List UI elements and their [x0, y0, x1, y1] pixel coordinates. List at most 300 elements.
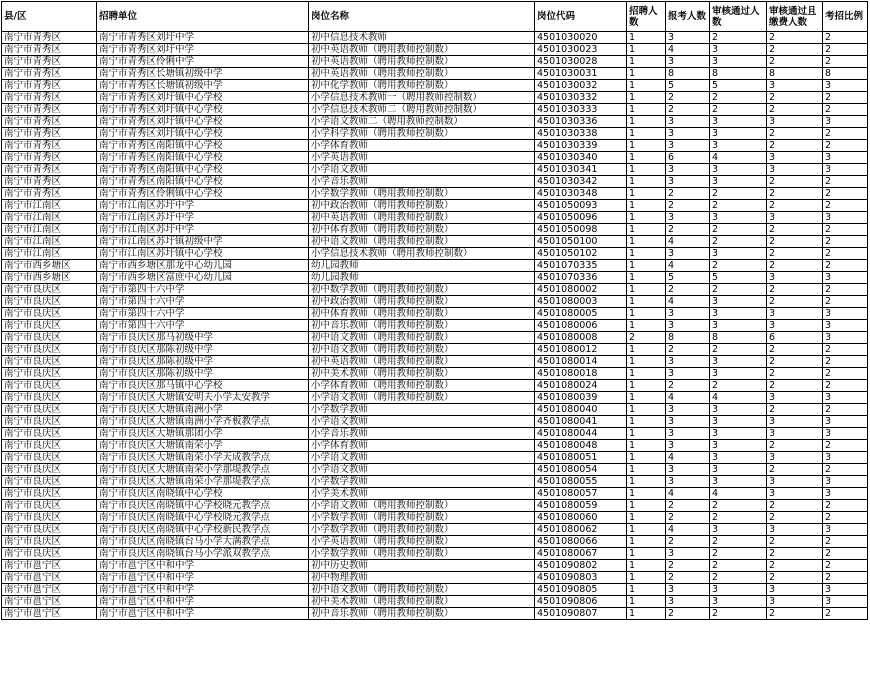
cell-ratio: 2	[823, 32, 868, 44]
cell-employer: 南宁市西乡塘区那龙中心幼儿园	[97, 260, 309, 272]
cell-applicant-count: 3	[666, 356, 710, 368]
header-approved-paid-count: 审核通过且缴费人数	[767, 2, 823, 32]
cell-approved-paid-count: 2	[767, 56, 823, 68]
cell-approved-paid-count: 2	[767, 284, 823, 296]
cell-ratio: 2	[823, 356, 868, 368]
cell-ratio: 2	[823, 200, 868, 212]
cell-position-name: 小学信息技术教师二（聘用教师控制数）	[309, 104, 535, 116]
table-row	[2, 332, 868, 344]
cell-approved-paid-count: 2	[767, 176, 823, 188]
cell-approved-count: 3	[710, 404, 767, 416]
cell-approved-count: 2	[710, 32, 767, 44]
table-row	[2, 236, 868, 248]
cell-approved-paid-count: 2	[767, 464, 823, 476]
cell-position-code: 4501070336	[535, 272, 627, 284]
cell-ratio: 2	[823, 296, 868, 308]
cell-position-name: 小学语文教师二（聘用教师控制数）	[309, 116, 535, 128]
cell-position-code: 4501080057	[535, 488, 627, 500]
cell-position-name: 初中英语教师（聘用教师控制数）	[309, 212, 535, 224]
cell-hiring-count: 1	[627, 140, 666, 152]
cell-approved-paid-count: 6	[767, 332, 823, 344]
cell-position-name: 初中语文教师（聘用教师控制数）	[309, 584, 535, 596]
cell-ratio: 2	[823, 44, 868, 56]
table-row	[2, 512, 868, 524]
table-row	[2, 440, 868, 452]
cell-county: 南宁市良庆区	[2, 428, 97, 440]
table-row	[2, 536, 868, 548]
cell-ratio: 3	[823, 272, 868, 284]
cell-hiring-count: 1	[627, 596, 666, 608]
cell-position-name: 初中政治教师（聘用教师控制数）	[309, 296, 535, 308]
cell-approved-paid-count: 2	[767, 344, 823, 356]
cell-position-name: 初中体育教师（聘用教师控制数）	[309, 224, 535, 236]
cell-approved-count: 3	[710, 44, 767, 56]
cell-approved-count: 3	[710, 248, 767, 260]
cell-county: 南宁市江南区	[2, 248, 97, 260]
cell-applicant-count: 3	[666, 548, 710, 560]
cell-hiring-count: 1	[627, 476, 666, 488]
cell-applicant-count: 2	[666, 344, 710, 356]
cell-position-name: 初中政治教师（聘用教师控制数）	[309, 200, 535, 212]
table-row	[2, 224, 868, 236]
cell-ratio: 8	[823, 68, 868, 80]
cell-position-name: 小学语文教师	[309, 416, 535, 428]
cell-position-code: 4501030333	[535, 104, 627, 116]
cell-ratio: 3	[823, 488, 868, 500]
cell-hiring-count: 1	[627, 524, 666, 536]
cell-position-name: 小学数学教师（聘用教师控制数）	[309, 548, 535, 560]
header-ratio: 考招比例	[823, 2, 868, 32]
cell-ratio: 3	[823, 452, 868, 464]
cell-hiring-count: 1	[627, 176, 666, 188]
recruitment-table	[1, 1, 868, 620]
cell-position-code: 4501080048	[535, 440, 627, 452]
cell-hiring-count: 1	[627, 236, 666, 248]
cell-hiring-count: 1	[627, 200, 666, 212]
cell-applicant-count: 2	[666, 284, 710, 296]
cell-employer: 南宁市良庆区那马初级中学	[97, 332, 309, 344]
header-employer: 招聘单位	[97, 2, 309, 32]
cell-hiring-count: 1	[627, 44, 666, 56]
cell-approved-count: 3	[710, 476, 767, 488]
cell-county: 南宁市良庆区	[2, 452, 97, 464]
cell-position-name: 小学语文教师	[309, 452, 535, 464]
cell-employer: 南宁市第四十六中学	[97, 296, 309, 308]
cell-hiring-count: 1	[627, 212, 666, 224]
header-position-name: 岗位名称	[309, 2, 535, 32]
cell-position-name: 初中音乐教师（聘用教师控制数）	[309, 320, 535, 332]
cell-ratio: 2	[823, 260, 868, 272]
table-row	[2, 188, 868, 200]
cell-county: 南宁市良庆区	[2, 536, 97, 548]
cell-employer: 南宁市青秀区刘圩中学	[97, 44, 309, 56]
cell-position-code: 4501080008	[535, 332, 627, 344]
cell-applicant-count: 2	[666, 536, 710, 548]
cell-position-code: 4501080039	[535, 392, 627, 404]
header-position-code: 岗位代码	[535, 2, 627, 32]
cell-position-code: 4501030332	[535, 92, 627, 104]
cell-applicant-count: 4	[666, 296, 710, 308]
cell-ratio: 2	[823, 608, 868, 620]
cell-employer: 南宁市青秀区南阳镇中心学校	[97, 140, 309, 152]
cell-approved-count: 3	[710, 116, 767, 128]
cell-approved-count: 2	[710, 500, 767, 512]
cell-applicant-count: 2	[666, 572, 710, 584]
cell-approved-paid-count: 2	[767, 44, 823, 56]
cell-county: 南宁市江南区	[2, 236, 97, 248]
cell-applicant-count: 3	[666, 308, 710, 320]
cell-employer: 南宁市江南区苏圩中学	[97, 224, 309, 236]
cell-position-code: 4501090806	[535, 596, 627, 608]
cell-hiring-count: 1	[627, 164, 666, 176]
cell-applicant-count: 2	[666, 608, 710, 620]
cell-position-code: 4501090805	[535, 584, 627, 596]
cell-position-name: 小学体育教师（聘用教师控制数）	[309, 380, 535, 392]
cell-hiring-count: 1	[627, 260, 666, 272]
cell-hiring-count: 1	[627, 368, 666, 380]
cell-applicant-count: 3	[666, 248, 710, 260]
cell-employer: 南宁市江南区苏圩中学	[97, 212, 309, 224]
cell-position-name: 小学语文教师	[309, 464, 535, 476]
cell-applicant-count: 3	[666, 416, 710, 428]
cell-county: 南宁市邕宁区	[2, 596, 97, 608]
cell-approved-paid-count: 3	[767, 476, 823, 488]
cell-position-code: 4501080002	[535, 284, 627, 296]
cell-ratio: 3	[823, 164, 868, 176]
cell-approved-paid-count: 2	[767, 356, 823, 368]
cell-ratio: 2	[823, 548, 868, 560]
cell-employer: 南宁市邕宁区中和中学	[97, 560, 309, 572]
cell-county: 南宁市良庆区	[2, 440, 97, 452]
cell-ratio: 2	[823, 404, 868, 416]
cell-approved-paid-count: 2	[767, 260, 823, 272]
cell-approved-count: 2	[710, 104, 767, 116]
cell-employer: 南宁市良庆区南晓镇中心学校新民教学点	[97, 524, 309, 536]
cell-approved-count: 3	[710, 440, 767, 452]
cell-employer: 南宁市第四十六中学	[97, 308, 309, 320]
cell-ratio: 3	[823, 80, 868, 92]
cell-employer: 南宁市良庆区大塘镇南荣小学那堤教学点	[97, 464, 309, 476]
cell-county: 南宁市邕宁区	[2, 572, 97, 584]
cell-approved-count: 4	[710, 152, 767, 164]
cell-hiring-count: 1	[627, 32, 666, 44]
cell-county: 南宁市青秀区	[2, 68, 97, 80]
cell-position-name: 小学语文教师（聘用教师控制数）	[309, 500, 535, 512]
cell-county: 南宁市青秀区	[2, 164, 97, 176]
cell-approved-paid-count: 3	[767, 392, 823, 404]
cell-county: 南宁市良庆区	[2, 380, 97, 392]
cell-employer: 南宁市青秀区刘圩镇中心学校	[97, 104, 309, 116]
cell-applicant-count: 3	[666, 128, 710, 140]
cell-hiring-count: 1	[627, 536, 666, 548]
cell-county: 南宁市良庆区	[2, 488, 97, 500]
cell-approved-count: 3	[710, 212, 767, 224]
cell-applicant-count: 2	[666, 512, 710, 524]
cell-approved-count: 2	[710, 284, 767, 296]
cell-ratio: 3	[823, 524, 868, 536]
cell-hiring-count: 1	[627, 392, 666, 404]
cell-position-code: 4501080014	[535, 356, 627, 368]
cell-approved-count: 3	[710, 452, 767, 464]
cell-approved-count: 2	[710, 560, 767, 572]
cell-hiring-count: 1	[627, 224, 666, 236]
cell-position-name: 小学英语教师（聘用教师控制数）	[309, 536, 535, 548]
cell-approved-paid-count: 2	[767, 368, 823, 380]
header-county: 县/区	[2, 2, 97, 32]
table-row	[2, 524, 868, 536]
cell-approved-count: 4	[710, 392, 767, 404]
cell-employer: 南宁市江南区苏圩中学	[97, 200, 309, 212]
cell-applicant-count: 4	[666, 44, 710, 56]
cell-employer: 南宁市良庆区大塘镇南荣小学天成教学点	[97, 452, 309, 464]
cell-ratio: 3	[823, 416, 868, 428]
cell-position-code: 4501090807	[535, 608, 627, 620]
cell-applicant-count: 3	[666, 116, 710, 128]
cell-employer: 南宁市良庆区大塘镇南荣小学那堤教学点	[97, 476, 309, 488]
cell-ratio: 2	[823, 56, 868, 68]
table-row	[2, 140, 868, 152]
cell-position-code: 4501080024	[535, 380, 627, 392]
cell-ratio: 2	[823, 380, 868, 392]
cell-applicant-count: 2	[666, 104, 710, 116]
cell-county: 南宁市青秀区	[2, 56, 97, 68]
table-row	[2, 488, 868, 500]
table-row	[2, 212, 868, 224]
cell-position-name: 初中美术教师（聘用教师控制数）	[309, 368, 535, 380]
cell-hiring-count: 1	[627, 428, 666, 440]
cell-position-code: 4501070335	[535, 260, 627, 272]
table-row	[2, 116, 868, 128]
cell-county: 南宁市良庆区	[2, 368, 97, 380]
cell-employer: 南宁市良庆区南晓镇台马小学大满教学点	[97, 536, 309, 548]
cell-position-code: 4501090802	[535, 560, 627, 572]
table-row	[2, 176, 868, 188]
cell-position-name: 初中美术教师（聘用教师控制数）	[309, 596, 535, 608]
cell-employer: 南宁市良庆区大塘镇南洲小学齐板教学点	[97, 416, 309, 428]
cell-applicant-count: 3	[666, 32, 710, 44]
cell-approved-paid-count: 3	[767, 452, 823, 464]
cell-county: 南宁市良庆区	[2, 464, 97, 476]
cell-approved-count: 3	[710, 524, 767, 536]
cell-applicant-count: 3	[666, 212, 710, 224]
cell-position-name: 初中化学教师（聘用教师控制数）	[309, 80, 535, 92]
cell-ratio: 3	[823, 116, 868, 128]
cell-ratio: 2	[823, 140, 868, 152]
cell-approved-paid-count: 3	[767, 416, 823, 428]
cell-applicant-count: 3	[666, 428, 710, 440]
cell-employer: 南宁市第四十六中学	[97, 284, 309, 296]
cell-hiring-count: 1	[627, 116, 666, 128]
cell-employer: 南宁市良庆区那陈初级中学	[97, 356, 309, 368]
table-row	[2, 56, 868, 68]
cell-hiring-count: 2	[627, 332, 666, 344]
cell-approved-count: 2	[710, 236, 767, 248]
cell-approved-paid-count: 3	[767, 488, 823, 500]
cell-position-code: 4501080005	[535, 308, 627, 320]
table-row	[2, 356, 868, 368]
cell-approved-paid-count: 8	[767, 68, 823, 80]
cell-hiring-count: 1	[627, 584, 666, 596]
cell-approved-paid-count: 2	[767, 440, 823, 452]
cell-county: 南宁市良庆区	[2, 356, 97, 368]
table-row	[2, 80, 868, 92]
cell-position-code: 4501030023	[535, 44, 627, 56]
cell-employer: 南宁市江南区苏圩镇初级中学	[97, 236, 309, 248]
cell-hiring-count: 1	[627, 440, 666, 452]
cell-applicant-count: 3	[666, 404, 710, 416]
cell-hiring-count: 1	[627, 92, 666, 104]
cell-hiring-count: 1	[627, 272, 666, 284]
cell-county: 南宁市青秀区	[2, 176, 97, 188]
cell-county: 南宁市良庆区	[2, 416, 97, 428]
cell-position-code: 4501080006	[535, 320, 627, 332]
cell-employer: 南宁市青秀区伶俐中学	[97, 56, 309, 68]
cell-position-name: 初中英语教师（聘用教师控制数）	[309, 68, 535, 80]
cell-hiring-count: 1	[627, 188, 666, 200]
cell-position-code: 4501050096	[535, 212, 627, 224]
cell-approved-paid-count: 2	[767, 200, 823, 212]
cell-county: 南宁市青秀区	[2, 44, 97, 56]
table-row	[2, 104, 868, 116]
table-row	[2, 392, 868, 404]
cell-position-code: 4501080067	[535, 548, 627, 560]
cell-ratio: 2	[823, 92, 868, 104]
cell-approved-paid-count: 2	[767, 92, 823, 104]
cell-approved-paid-count: 3	[767, 308, 823, 320]
cell-ratio: 2	[823, 572, 868, 584]
cell-approved-paid-count: 3	[767, 596, 823, 608]
cell-position-name: 小学体育教师	[309, 140, 535, 152]
cell-position-code: 4501080003	[535, 296, 627, 308]
cell-applicant-count: 2	[666, 188, 710, 200]
cell-applicant-count: 3	[666, 164, 710, 176]
cell-approved-paid-count: 2	[767, 236, 823, 248]
cell-ratio: 2	[823, 104, 868, 116]
cell-county: 南宁市青秀区	[2, 80, 97, 92]
cell-employer: 南宁市邕宁区中和中学	[97, 584, 309, 596]
cell-position-code: 4501090803	[535, 572, 627, 584]
cell-hiring-count: 1	[627, 608, 666, 620]
cell-approved-count: 3	[710, 320, 767, 332]
cell-position-code: 4501080060	[535, 512, 627, 524]
cell-approved-count: 2	[710, 260, 767, 272]
cell-county: 南宁市青秀区	[2, 92, 97, 104]
cell-employer: 南宁市青秀区长塘镇初级中学	[97, 80, 309, 92]
cell-county: 南宁市江南区	[2, 212, 97, 224]
cell-approved-count: 2	[710, 188, 767, 200]
table-row	[2, 200, 868, 212]
cell-hiring-count: 1	[627, 320, 666, 332]
cell-position-code: 4501050100	[535, 236, 627, 248]
cell-position-code: 4501050093	[535, 200, 627, 212]
cell-approved-count: 3	[710, 140, 767, 152]
table-row	[2, 452, 868, 464]
table-row	[2, 476, 868, 488]
cell-employer: 南宁市良庆区那陈初级中学	[97, 344, 309, 356]
cell-employer: 南宁市青秀区刘圩中学	[97, 32, 309, 44]
cell-employer: 南宁市青秀区南阳镇中心学校	[97, 164, 309, 176]
header-row	[2, 2, 868, 32]
cell-county: 南宁市良庆区	[2, 500, 97, 512]
cell-approved-paid-count: 3	[767, 524, 823, 536]
table-row	[2, 344, 868, 356]
cell-approved-count: 3	[710, 584, 767, 596]
table-row	[2, 584, 868, 596]
cell-position-code: 4501030032	[535, 80, 627, 92]
table-row	[2, 608, 868, 620]
cell-hiring-count: 1	[627, 404, 666, 416]
cell-hiring-count: 1	[627, 80, 666, 92]
cell-position-code: 4501030339	[535, 140, 627, 152]
cell-county: 南宁市青秀区	[2, 32, 97, 44]
cell-employer: 南宁市良庆区大塘镇南洲小学	[97, 404, 309, 416]
cell-hiring-count: 1	[627, 152, 666, 164]
cell-position-code: 4501030341	[535, 164, 627, 176]
cell-approved-count: 3	[710, 128, 767, 140]
cell-approved-paid-count: 2	[767, 572, 823, 584]
table-row	[2, 248, 868, 260]
cell-hiring-count: 1	[627, 56, 666, 68]
table-row	[2, 428, 868, 440]
cell-applicant-count: 2	[666, 224, 710, 236]
table-body	[2, 32, 868, 620]
cell-ratio: 3	[823, 584, 868, 596]
cell-approved-paid-count: 2	[767, 128, 823, 140]
cell-position-code: 4501080059	[535, 500, 627, 512]
cell-applicant-count: 2	[666, 92, 710, 104]
cell-county: 南宁市良庆区	[2, 296, 97, 308]
cell-applicant-count: 3	[666, 176, 710, 188]
cell-position-code: 4501030342	[535, 176, 627, 188]
cell-applicant-count: 4	[666, 260, 710, 272]
cell-position-name: 初中语文教师（聘用教师控制数）	[309, 344, 535, 356]
cell-ratio: 2	[823, 344, 868, 356]
cell-hiring-count: 1	[627, 416, 666, 428]
cell-applicant-count: 3	[666, 584, 710, 596]
cell-applicant-count: 4	[666, 236, 710, 248]
cell-employer: 南宁市西乡塘区富庶中心幼儿园	[97, 272, 309, 284]
cell-hiring-count: 1	[627, 248, 666, 260]
cell-employer: 南宁市青秀区长塘镇初级中学	[97, 68, 309, 80]
cell-applicant-count: 3	[666, 440, 710, 452]
cell-ratio: 2	[823, 440, 868, 452]
header-hiring-count: 招聘人数	[627, 2, 666, 32]
cell-approved-count: 2	[710, 224, 767, 236]
table-row	[2, 368, 868, 380]
cell-employer: 南宁市青秀区南阳镇中心学校	[97, 176, 309, 188]
cell-approved-paid-count: 2	[767, 608, 823, 620]
cell-county: 南宁市青秀区	[2, 140, 97, 152]
cell-approved-count: 3	[710, 176, 767, 188]
cell-position-name: 小学数学教师（聘用教师控制数）	[309, 512, 535, 524]
cell-hiring-count: 1	[627, 572, 666, 584]
cell-employer: 南宁市青秀区刘圩镇中心学校	[97, 116, 309, 128]
cell-position-code: 4501030028	[535, 56, 627, 68]
cell-approved-count: 3	[710, 416, 767, 428]
table-row	[2, 32, 868, 44]
cell-county: 南宁市良庆区	[2, 284, 97, 296]
cell-position-code: 4501080066	[535, 536, 627, 548]
cell-applicant-count: 3	[666, 320, 710, 332]
cell-ratio: 2	[823, 368, 868, 380]
cell-approved-paid-count: 3	[767, 428, 823, 440]
table-row	[2, 572, 868, 584]
cell-approved-paid-count: 3	[767, 80, 823, 92]
cell-hiring-count: 1	[627, 380, 666, 392]
cell-employer: 南宁市第四十六中学	[97, 320, 309, 332]
cell-approved-count: 4	[710, 488, 767, 500]
cell-approved-paid-count: 3	[767, 212, 823, 224]
